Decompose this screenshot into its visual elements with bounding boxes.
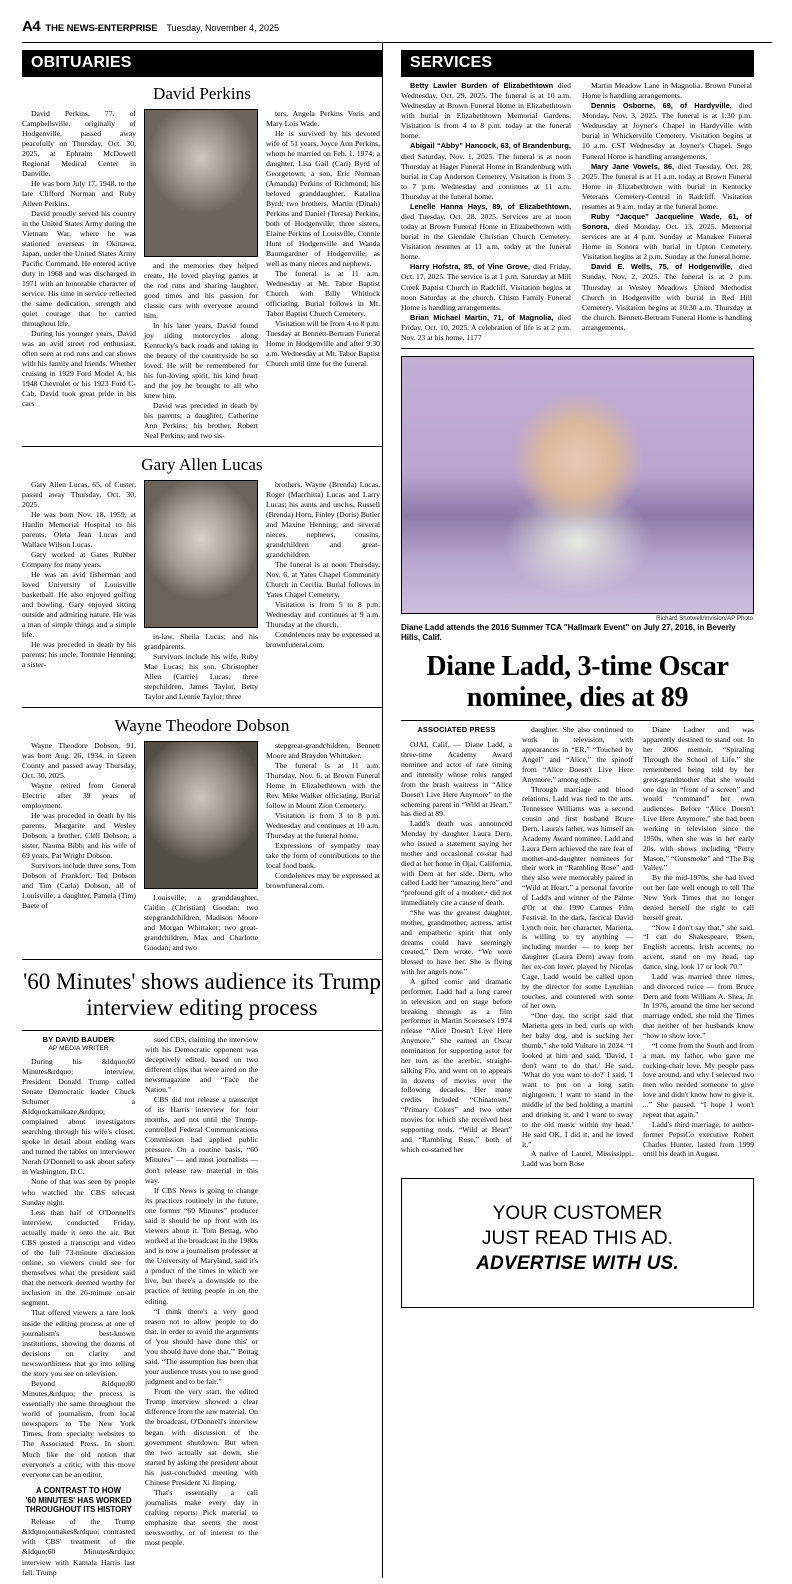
minutes-paragraph: Release of the Trump &ldquo;outtakes&rdquo; contrasted with CBS' treatment of the &ldquo;60 Minutes&rdquo; interview with Kamala Harris last fall. Trump: [22, 1517, 135, 1577]
obituary-column-2: [144, 480, 258, 702]
ladd-paragraph: “She was the greatest daughter, mother, grandmother, actress, artist and empathetic spirit that only dreams could have seemingly created,” Dern wrote. “We were blessed to have her. She is flying with her angels now.”: [401, 908, 512, 977]
obit-paragraph: He was born July 17, 1948, to the late Clifford Norman and Ruby Aileen Perkins.: [22, 179, 136, 208]
minutes-headline: '60 Minutes' shows audience its Trump interview editing process: [23, 969, 381, 1020]
obit-paragraph: Survivors include three sons, Tom Dobson of Frankfort, Ted Dobson and Tim (Carla) Dobson, all of Louisville; a daughter, Pamela (Tim) Baete of: [22, 861, 137, 910]
photo-caption: Diane Ladd attends the 2016 Summer TCA "Hallmark Event" on July 27, 2016, in Beverly Hills, Calif.: [401, 623, 736, 643]
obit-paragraph: Visitation is from 3 to 8 p.m. Wednesday and continues at 10 a.m. Thursday at the funeral home.: [266, 811, 380, 840]
obit-paragraph: He was preceded in death by his parents, Margarite and Wesley Dobson; a brother, Clell Dobson; a sister, Naoma Bibb; and his wife of 69 years, Pat Wright Dobson.: [22, 811, 136, 860]
service-entry: Abigail “Abby” Hancock, 63, of Brandenburg, died Saturday, Nov. 1, 2025. The funeral is at noon Thursday at Hager Funeral Home in Brandenburg with burial in Cap Anderson Cemetery. Visitation is from 3 to 7 p.m. Wednesday and continues at 11 a.m. Thursday at the funeral home.: [401, 141, 571, 201]
obituary-column-1: [22, 109, 136, 441]
services-columns: [401, 77, 754, 343]
obit-paragraph: Wayne Theodore Dobson, 91, was born Aug. 26, 1934, in Green County and passed away Thursday, Oct. 30, 2025.: [22, 741, 136, 780]
ladd-article-columns: [401, 725, 754, 1169]
service-entry: Betty Lawler Burden of Elizabethtown died Wednesday, Oct. 29, 2025. The funeral is at 10 a.m. Wednesday at Brown Funeral Home in Elizabethtown with burial in Elizabethtown Memorial Gardens. Visitation is from 4 to 8 p.m. today at the funeral home.: [401, 81, 571, 141]
services-column-1: [401, 81, 571, 343]
obit-paragraph: Visitation will be from 4 to 8 p.m. Tuesday at Bennett-Bertram Funeral Home in Hodgenville and after 9:30 a.m. Wednesday at Mt. Tabor Baptist Church until time for the funeral.: [266, 319, 380, 368]
diane-ladd-photo: [401, 356, 754, 614]
photo-credit: Richard Shotwell/Invision/AP Photo: [656, 615, 753, 623]
obit-paragraph: Louisville; a granddaughter, Caitlin (Christian) Goodan; two stepgrandchildren, Madison Moore and Morgan Whittaker; two great-grandchildren, Max and Charlotte Goodan; and two: [144, 893, 258, 952]
ladd-paragraph: “Now I don't say that,” she said. “I can do Shakespeare, Ibsen, English accents, Irish accents, no accent, stand on my head, tap dance, sing, look 17 or look 70.”: [643, 922, 754, 972]
ladd-slug: ASSOCIATED PRESS: [417, 725, 496, 735]
obituary-wayne-theodore-dobson: [22, 707, 382, 953]
minutes-byline: BY DAVID BAUDER: [42, 1034, 115, 1044]
obit-paragraph: The funeral is at 11 a.m. Wednesday at Mt. Tabor Baptist Church with Billy Whitlock officiating. Burial follows in Mt. Tabor Baptist Church Cemetery.: [266, 269, 380, 318]
ladd-paragraph: A native of Laurel, Mississippi, Ladd was born Rose: [522, 1149, 633, 1169]
ladd-paragraph: Ladd's death was announced Monday by daughter Laura Dern, who issued a statement saying her mother and occasional co-star had died at her home in Ojai, California, with Dern at her side. Dern, who called Ladd her “amazing hero” and “profound gift of a mother,• did not immediately cite a cause of death.: [401, 819, 512, 908]
obituary-name: David Perkins: [152, 84, 252, 103]
ladd-column-1: [401, 725, 512, 1169]
obit-paragraph: Expressions of sympathy may take the form of contributions to the local food bank.: [266, 841, 380, 870]
paper-name: THE NEWS-ENTERPRISE: [45, 23, 158, 34]
service-entry: Lenelle Hanna Hays, 89, of Elizabethtown, died Tuesday, Oct. 28, 2025. Services are at noon today at Brown Funeral Home in Elizabethtown with burial in the Glendale Christian Church Cemetery. Visitation resumes at 11 a.m. today at the funeral home.: [401, 201, 571, 262]
minutes-paragraph: sued CBS, claiming the interview with his Democratic opponent was deceptively edited, based on two different clips that were aired on the newsmagazine and “Face the Nation.”: [145, 1034, 258, 1094]
ladd-paragraph: “One day, the script said that Marietta gets in bed, curls up with her baby dog, and is sucking her thumb,” she told Vulture in 2024. “I looked at him and said, 'David, I don't want to do that.' He said, 'What do you want to do?' I said, 'I want to put on a long satin nightgown, I want to stand in the middle of the bed holding a martini and drinking it, and I want to sway to the old music within my head.' He said OK, I did it, and he loved it.”: [522, 1011, 633, 1149]
services-column-2: [582, 81, 752, 343]
page-folio: A4: [22, 18, 41, 35]
obituary-portrait: [144, 480, 258, 628]
masthead: [0, 0, 792, 40]
obit-paragraph: Wayne retired from General Electric after 39 years of employment.: [22, 781, 136, 810]
obit-paragraph: in-law, Sheila Lucas; and his grandparents.: [144, 632, 258, 651]
ladd-headline-rule: [401, 720, 754, 721]
obituary-name: Wayne Theodore Dobson: [114, 716, 290, 735]
obit-paragraph: and the memories they helped create. He loved playing games at the rod runs and sharing laughter, good times and his passion for classic cars with everyone around him.: [144, 261, 258, 320]
ladd-column-3: [643, 725, 754, 1169]
obituaries-banner: OBITUARIES: [22, 50, 382, 77]
obituary-david-perkins: [22, 77, 382, 441]
page-columns: [0, 43, 792, 1578]
ladd-paragraph: OJAI, Calif. — Diane Ladd, a three-time Academy Award nominee and actor of rare timing and intensity whose roles ranged from the brash waitress in “Alice Doesn't Live Here Anymore” to the scheming parent in “Wild at Heart,” has died at 89.: [401, 740, 512, 819]
ladd-headline: Diane Ladd, 3-time Oscar nominee, dies at 89: [426, 650, 729, 713]
obituary-column-1: [22, 741, 136, 953]
minutes-headline-rule: [22, 1030, 382, 1031]
service-entry: Mary Jane Vowels, 86, died Tuesday, Oct. 28, 2025. The funeral is at 11 a.m. today at Brown Funeral Home in Elizabethtown with burial in Kentucky Veterans Cemetery-Central in Radcliff. Visitation resumes at 9 a.m. today at the funeral home.: [582, 161, 752, 211]
left-half: [22, 43, 382, 1578]
service-entry: Ruby “Jacque” Jacqueline Wade, 61, of Sonora, died Monday, Oct. 13, 2025. Memorial services are at 4 p.m. Sunday at Manakee Funeral Home in Sonora with burial in Upton Cemetery. Visitation begins at 2 p.m. Sunday at the funeral home.: [582, 212, 752, 262]
ladd-paragraph: daughter. She also continued to work in television, with appearances in “ER,” “Touched by Angel” and “Alice,” the spinoff from “Alice Doesn't Live Here Anymore,” among others.: [522, 725, 633, 784]
obit-paragraph: David Perkins, 77, of Campbellsville, originally of Hodgenville, passed away peacefully on Thursday, Oct. 30, 2025, at Ephraim McDowell Regional Medical Center in Danville.: [22, 109, 136, 178]
obituary-column-2: [144, 741, 258, 953]
issue-date: Tuesday, November 4, 2025: [166, 23, 280, 33]
minutes-paragraph: That's essentially a call journalists make every day in crafting reports: Pick material to emphasize that seems the most newsworthy, or of interest to the most people.: [145, 1488, 258, 1548]
minutes-column-1: [22, 1035, 135, 1578]
obituary-gary-allen-lucas: [22, 446, 382, 702]
obit-paragraph: ters, Angela Perkins Voris and Mary Lois Wade.: [266, 109, 380, 128]
services-banner: SERVICES: [401, 50, 754, 77]
obit-paragraph: In his later years, David found joy riding motorcycles along Kentucky's back roads and taking in the beauty of the countryside he so loved. He will be remembered for his fun-loving spirit, his kind heart and the joy he brought to all who knew him.: [144, 321, 258, 400]
obit-paragraph: brothers, Wayne (Brenda) Lucas, Roger (Marchitta) Lucas and Larry Lucas; his aunts and uncles, Russell (Brenda) Horn, Finley (Doris) Butler and Maxine Henning; and several nieces, nephews, cousins, grandchildren and great-grandchildren.: [266, 480, 380, 559]
ladd-paragraph: “I come from the South and from a man, my father, who gave me rocking-chair love. My people pass love around, and why I selected two men who needed someone to give love and didn't know how to give it. ...” She paused. “I hope I won't repeat that again.”: [643, 1040, 754, 1119]
ladd-paragraph: A gifted comic and dramatic performer, Ladd had a long career in television and on stage before breaking through as a film performer in Martin Scorsese's 1974 release “Alice Doesn't Live Here Anymore.” She earned an Oscar nomination for supporting actor for her turn as the acerbic, straight-talking Flo, and went on to appears in dozens of movies over the following decades. Her many credits included “Chinatown,” “Primary Colors” and two other movies for which she received best supporting nods, “Wild at Heart” and “Rambling Rose,” both of which co-starred her: [401, 977, 512, 1154]
obit-paragraph: Gary worked at Gates Rubber Company for many years.: [22, 550, 136, 569]
minutes-paragraph: CBS did not release a transcript of its Harris interview for four months, and not until the Trump-controlled Federal Communications Commission had applied public pressure. On a routine basis, “60 Minutes” — and most journalists — don't release raw material in this way.: [145, 1094, 258, 1185]
obit-paragraph: David proudly served his country in the United States Army during the Vietnam War, where he was stationed overseas in Okinawa, Japan, under the United States Army Pacific Command. He entered active duty in 1968 and was discharged in 1971 with an honorable character of service. His time in service reflected the same dedication, strength and quiet courage that he carried throughout life.: [22, 209, 136, 328]
right-half: [382, 43, 754, 1578]
article-top-rule: [22, 959, 382, 960]
obit-paragraph: He was an avid fisherman and loved University of Louisville basketball. He also enjoyed golfing and bowling. Gary enjoyed sitting outside and admiring nature. He was a man of simple things and a simple life.: [22, 570, 136, 639]
obit-paragraph: He is survived by his devoted wife of 51 years, Joyce Ann Perkins, whom he married on Feb. 1, 1974; a daughter, Lisa Gail (Carl) Byrd of Georgetown; a son, Eric Norman (Amanda) Perkins of Richmond; his beloved granddaughter, Katalina Byrd; two brothers, Martin (Dinah) Perkins and Daniel (Teresa) Perkins, both of Hodgenville; three sisters, Elaine Perkins of Louisville, Connie Hunt of Hodgenville and Wanda Baumgardner of Hodgenville; as well as many nieces and nephews.: [266, 129, 380, 268]
ladd-paragraph: Ladd was married three times, and divorced twice — from Bruce Dern and from William A. Shea, Jr. In 1976, around the time her second marriage ended, she told the Times that neither of her husbands knew “how to show love.”: [643, 971, 754, 1041]
minutes-pullquote-box: A CONTRAST TO HOW '60 MINUTES' HAS WORKED THROUGHOUT ITS HISTORY: [25, 1485, 132, 1515]
ladd-column-2: [522, 725, 633, 1169]
obit-paragraph: He was born Nov. 18, 1959, at Hardin Memorial Hospital to his parents, Oleta Jean Lucas and Wallace Wilson Lucas.: [22, 510, 136, 549]
ladd-paragraph: By the mid-1970s, she had lived out her fate well enough to tell The New York Times that no longer denied herself the right to call herself great.: [643, 873, 754, 922]
ad-line-1: YOUR CUSTOMER: [492, 1203, 663, 1225]
minutes-paragraph: If CBS News is going to change its practices routinely in the future, one former “60 Minutes” producer said it should be up front with its viewers about it. Tom Bettag, who worked at the broadcast in the 1980s and is now a journalism professor at the University of Maryland, said it's a product of the times in which we live, but there's a downside to the practice of letting people in on the editing.: [145, 1185, 258, 1306]
service-entry: Harry Hofstra, 85, of Vine Grove, died Friday, Oct. 17, 2025. The service is at 1 p.m. Saturday at Mill Creek Baptist Church in Radcliff. Visitation begins at noon Saturday at the church. Chism Family Funeral Home is handling arrangements.: [401, 262, 572, 312]
minutes-paragraph: None of that was seen by people who watched the CBS telecast Sunday night.: [22, 1177, 135, 1207]
obituary-column-2: [144, 109, 258, 441]
minutes-column-3-spacer: [268, 1035, 381, 1578]
service-entry: Dennis Osborne, 69, of Hardyville, died Monday, Nov. 3, 2025. The funeral is at 1:30 p.m. Wednesday at Joyner's Chapel in Hardyville with burial in Whickerville Cemetery. Visitation begins at 10 a.m. CST Wednesday at Joyner's Chapel. Sego Funeral Home is handling arrangements.: [582, 101, 752, 161]
obit-paragraph: Visitation is from 5 to 8 p.m. Wednesday and continues at 9 a.m. Thursday at the church.: [266, 600, 380, 629]
ladd-paragraph: Diane Ladner and was apparently destined to stand out. In her 2006 memoir, “Spiraling Through the School of Life,” she remembered being told by her great-grandmother that she would one day in “front of a screen” and would “command” her own audiences. Before “Alice Doesn't Live Here Anymore,” she had been working in television since the 1950s, when she was in her early 20s, with shows including “Perry Mason,” “Gunsmoke” and “The Big Valley.”: [643, 725, 754, 873]
minutes-paragraph: Less than half of O'Donnell's interview, conducted Friday, actually made it onto the air. But CBS posted a transcript and video of the full 73-minute discussion online, so viewers could see for themselves what the president said that the network deemed worthy for inclusion in the 26-minute on-air segment.: [22, 1207, 135, 1308]
ladd-paragraph: Ladd's third marriage, to author-former PepsiCo executive Robert Charles Hunter, lasted from 1999 until his death in August.: [643, 1119, 754, 1159]
ad-line-2: JUST READ THIS AD.: [481, 1228, 674, 1250]
minutes-column-2: [145, 1035, 258, 1578]
obit-paragraph: The funeral is at 11 a.m. Thursday, Nov. 6, at Brown Funeral Home in Elizabethtown with the Rev. Mike Walker officiating. Burial follow in Mount Zion Cemetery.: [266, 761, 380, 810]
minutes-byline-sub: AP MEDIA WRITER: [48, 1044, 109, 1052]
obit-paragraph: During his younger years, David was an avid street rod enthusiast, often seen at rod runs and car shows with his family and friends. Whether cruising in 1929 Ford Model A, his 1948 Chevrolet or his 1923 Ford C-Cab, David took great pride in his cars: [22, 329, 136, 408]
minutes-article-columns: [22, 1035, 382, 1578]
minutes-paragraph: Beyond &ldquo;60 Minutes,&rdquo; the process is essentially the same throughout the world of journalism, from local newspapers to The New York Times, from specialty websites to The Associated Press. In short: Much like the old notion that everyone's a critic, with this move everyone can be an editor.: [22, 1379, 135, 1479]
minutes-paragraph: During his &ldquo;60 Minutes&rdquo; interview, President Donald Trump called Senate Democratic leader Chuck Schumer a &ldquo;kamikaze,&rdquo; complained about investigators searching through his wife's closet, spoke in detail about ending wars and turned the tables on interviewer Norah O'Donnell to ask about safety in Washington, D.C.: [22, 1056, 135, 1177]
obit-paragraph: David was preceded in death by his parents; a daughter, Catherine Ann Perkins; his brother, Robert Neal Perkins; and two sis-: [144, 401, 258, 440]
minutes-paragraph: From the very start, the edited Trump interview showed a clear difference from the raw material. On the broadcast, O'Donnell's interview began with discussion of the government shutdown. But when the two actually sat down, she started by asking the president about his just-concluded meeting with Chinese President Xi Jinping.: [145, 1387, 258, 1487]
obit-paragraph: The funeral is at noon Thursday, Nov. 6, at Yates Chapel Community Church in Cecilia. Burial follows in Yates Chapel Cemetery.: [266, 560, 380, 599]
minutes-paragraph: That offered viewers a rare look inside the editing process at one of journalism's best-known institutions, showing the dozens of decisions on clarity and newsworthiness that go into telling the story you see on television.: [22, 1308, 135, 1378]
obituary-name: Gary Allen Lucas: [141, 455, 263, 474]
obituary-column-3: [266, 109, 380, 441]
service-entry: Brian Michael Martin, 71, of Magnolia, died Friday, Oct. 10, 2025. A celebration of life is at 2 p.m. Nov. 23 at his home, 1177: [401, 312, 571, 342]
obit-paragraph: Condolences may be expressed at brownfuneral.com.: [266, 871, 380, 890]
obit-paragraph: Condolences may be expressed at brownfuneral.com.: [266, 630, 380, 649]
obituary-column-3: [266, 480, 380, 702]
obituary-portrait: [144, 109, 258, 257]
obit-paragraph: Survivors include his wife, Ruby Mae Lucas; his son, Christopher Allen (Carrie) Lucas; three stepchildren, James Taylor, Betty Taylor and Lennie Taylor; three: [144, 652, 258, 701]
obituary-column-1: [22, 480, 136, 702]
service-entry: Martin Meadow Lane in Magnolia. Brown Funeral Home is handling arrangements.: [582, 81, 752, 101]
advertisement-box[interactable]: [401, 1178, 754, 1308]
minutes-paragraph: “I think there's a very good reason not to allow people to do that, in order to avoid the arguments of 'you should have done this' or 'you should have done that,'” Bettag said. “The assumption has been that your audience trusts you to use good judgment and to be fair.”: [145, 1306, 258, 1387]
obituary-portrait: [144, 741, 258, 889]
obit-paragraph: Gary Allen Lucas, 65, of Custer, passed away Thursday, Oct. 30, 2025.: [22, 480, 136, 509]
obit-paragraph: stepgreat-grandchildren, Bennett Moore and Brayden Whittaker.: [266, 741, 380, 760]
obit-paragraph: He was preceded in death by his parents; his uncle, Tommie Henning; a sister-: [22, 640, 136, 669]
ladd-paragraph: Through marriage and blood relations, Ladd was tied to the arts. Tennessee Williams was a second cousin and first husband Bruce Dern, Laura's father, was himself an Academy Award nominee. Ladd and Laura Dern achieved the rare feat of mother-and-daughter nominees for their work in “Rambling Rose” and they also were memorably paired in “Wild at Heart,” a personal favorite of Ladd's and winner of the Palme d'Or at the 1990 Cannes Film Festival. In the dark, farcical David Lynch noir, her character, Marietta, is willing to try anything — including murder — to keep her daughter (Laura Dern) away from her ex-con lover, played by Nicolas Cage. Ladd would be called upon by the director for some Lynchian touches, and countered with some of her own.: [522, 784, 633, 1011]
service-entry: David E. Wells, 75, of Hodgenville, died Sunday, Nov. 2, 2025. The funeral is at 2 p.m. Thursday at Wesley Meadows United Methodist Church in Hodgenville with burial in Red Hill Cemetery. Visitation begins at 10:30 a.m. Thursday at the church. Bennett-Bertram Funeral Home is handling arrangements.: [582, 262, 752, 332]
ad-line-3: ADVERTISE WITH US.: [476, 1253, 679, 1275]
obituary-column-3: [266, 741, 380, 953]
services-bottom-rule: [401, 348, 754, 349]
